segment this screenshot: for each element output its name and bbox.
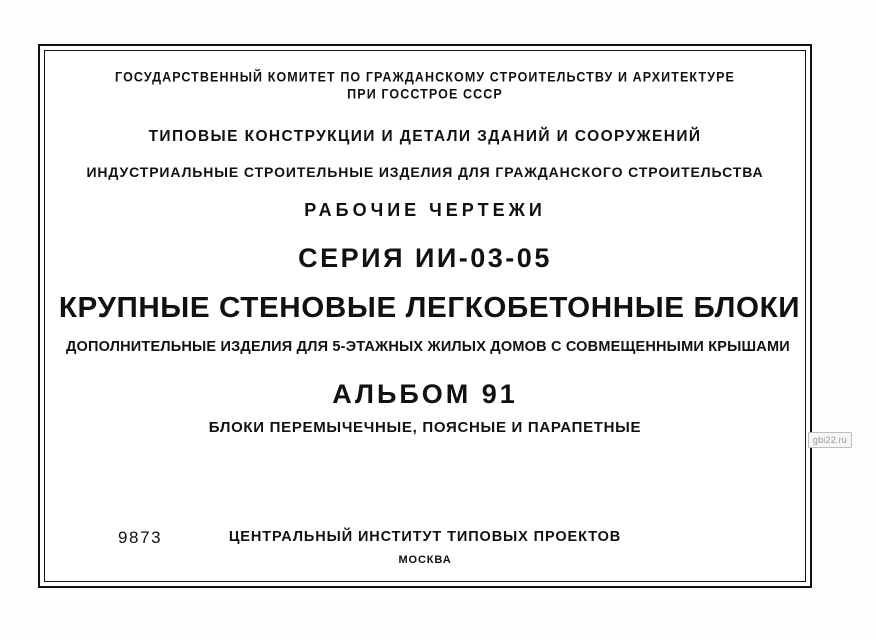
page-title: КРУПНЫЕ СТЕНОВЫЕ ЛЕГКОБЕТОННЫЕ БЛОКИ — [58, 292, 801, 324]
title-page-frame — [38, 44, 812, 588]
album-subtitle: БЛОКИ ПЕРЕМЫЧЕЧНЫЕ, ПОЯСНЫЕ И ПАРАПЕТНЫЕ — [208, 419, 642, 436]
subtitle-working-drawings: РАБОЧИЕ ЧЕРТЕЖИ — [304, 200, 546, 220]
subtitle-industrial-products: ИНДУСТРИАЛЬНЫЕ СТРОИТЕЛЬНЫЕ ИЗДЕЛИЯ ДЛЯ ГРАЖДАНСКОГО СТРОИТЕЛЬСТВА — [86, 164, 764, 180]
subtitle-typical-constructions: ТИПОВЫЕ КОНСТРУКЦИИ И ДЕТАЛИ ЗДАНИЙ И СООРУЖЕНИЙ — [148, 128, 702, 145]
publisher-name: ЦЕНТРАЛЬНЫЙ ИНСТИТУТ ТИПОВЫХ ПРОЕКТОВ — [228, 529, 622, 545]
series-designation: СЕРИЯ ИИ-03-05 — [298, 243, 552, 273]
publisher-city: МОСКВА — [398, 554, 452, 566]
watermark-label: gbi22.ru — [808, 432, 852, 448]
scope-line: ДОПОЛНИТЕЛЬНЫЕ ИЗДЕЛИЯ ДЛЯ 5-ЭТАЖНЫХ ЖИЛЫХ ДОМОВ С СОВМЕЩЕННЫМИ КРЫШАМИ — [66, 339, 790, 355]
title-page-content — [40, 46, 810, 586]
document-number: 9873 — [118, 528, 163, 547]
album-number: АЛЬБОМ 91 — [332, 379, 518, 409]
organization-line-1: ГОСУДАРСТВЕННЫЙ КОМИТЕТ ПО ГРАЖДАНСКОМУ СТРОИТЕЛЬСТВУ И АРХИТЕКТУРЕ — [115, 69, 735, 85]
organization-line-2: ПРИ ГОССТРОЕ СССР — [347, 86, 503, 102]
